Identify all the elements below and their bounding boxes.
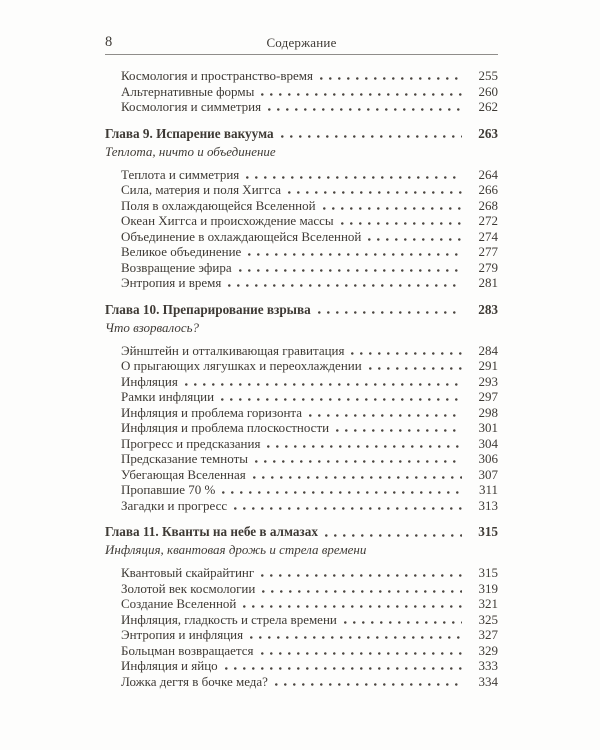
toc-chapter-entry: [105, 125, 498, 142]
toc-entry: [121, 436, 498, 452]
toc-entry: [121, 84, 498, 100]
entry-page-number: 327: [478, 627, 498, 642]
dot-leader: [246, 167, 462, 183]
dot-leader: [239, 260, 462, 276]
toc-entry: [121, 99, 498, 115]
toc-entry: [121, 229, 498, 245]
entry-page-number: 307: [478, 466, 498, 482]
entry-page-number: 291: [478, 358, 498, 373]
toc-continuation-block: [105, 68, 498, 115]
entry-title: Пропавшие 70 %: [121, 482, 216, 497]
table-of-contents: [105, 55, 498, 689]
dot-leader: [318, 301, 462, 318]
dot-leader: [336, 420, 462, 436]
chapter-subtitle: Инфляция, квантовая дрожь и стрела времени: [105, 542, 367, 557]
entry-page-number: 304: [478, 435, 498, 451]
entry-title: Больцман возвращается: [121, 642, 254, 658]
toc-entry: [121, 213, 498, 229]
toc-entry: [121, 275, 498, 291]
dot-leader: [261, 643, 462, 659]
dot-leader: [351, 343, 462, 359]
entry-title: Инфляция, гладкость и стрела времени: [121, 611, 337, 627]
dot-leader: [262, 581, 462, 597]
entry-page-number: 255: [478, 68, 498, 83]
dot-leader: [325, 523, 462, 540]
entry-page-number: 283: [478, 301, 498, 317]
entry-title: Инфляция: [121, 373, 178, 389]
entry-title: Поля в охлаждающейся Вселенной: [121, 197, 316, 213]
running-title: Содержание: [266, 35, 337, 50]
dot-leader: [225, 658, 462, 674]
toc-entry: [121, 389, 498, 405]
entry-page-number: 262: [478, 99, 498, 114]
toc-entry: [121, 498, 498, 514]
entry-page-number: 266: [478, 182, 498, 197]
toc-entry: [121, 358, 498, 374]
entry-title: Энтропия и инфляция: [121, 627, 244, 642]
toc-entry: [121, 244, 498, 260]
toc-entry: [121, 68, 498, 84]
entry-page-number: 301: [478, 420, 498, 435]
dot-leader: [248, 244, 462, 260]
running-header: [105, 34, 498, 55]
dot-leader: [281, 125, 462, 142]
toc-entry: [121, 627, 498, 643]
entry-title: Сила, материя и поля Хиггса: [121, 182, 282, 197]
entry-title: Теплота и симметрия: [121, 166, 240, 182]
entry-title: Океан Хиггса и происхождение массы: [121, 213, 334, 228]
entry-page-number: 298: [478, 404, 498, 420]
entry-title: Золотой век космологии: [121, 580, 256, 596]
entry-page-number: 306: [478, 451, 498, 466]
entry-page-number: 284: [478, 342, 498, 358]
toc-entry: [121, 420, 498, 436]
entry-page-number: 313: [478, 497, 498, 513]
toc-entry: [121, 643, 498, 659]
entry-title: Космология и пространство-время: [121, 68, 313, 83]
entry-title: Предсказание темноты: [121, 451, 248, 466]
dot-leader: [185, 374, 462, 390]
toc-entry: [121, 343, 498, 359]
chapter-subtitle: Теплота, ничто и объединение: [105, 143, 276, 159]
entry-title: Ложка дегтя в бочке меда?: [121, 673, 268, 689]
entry-title: О прыгающих лягушках и переохлаждении: [121, 358, 362, 373]
dot-leader: [243, 596, 462, 612]
entry-title: Рамки инфляции: [121, 389, 215, 404]
entry-page-number: 325: [478, 611, 498, 627]
page-content: [105, 34, 498, 689]
entry-page-number: 333: [478, 658, 498, 673]
entry-page-number: 321: [478, 596, 498, 611]
entry-page-number: 272: [478, 213, 498, 228]
dot-leader: [267, 436, 462, 452]
entry-title: Убегающая Вселенная: [121, 466, 246, 482]
section-entries: [121, 167, 498, 291]
entry-page-number: 293: [478, 373, 498, 389]
dot-leader: [268, 99, 462, 115]
toc-entry: [121, 182, 498, 198]
entry-page-number: 263: [478, 125, 498, 141]
entry-title: Загадки и прогресс: [121, 497, 228, 513]
entry-page-number: 319: [478, 580, 498, 596]
dot-leader: [221, 389, 462, 405]
entry-page-number: 264: [478, 166, 498, 182]
toc-chapter-entry: [105, 301, 498, 318]
toc-entry: [121, 467, 498, 483]
entry-title: Квантовый скайрайтинг: [121, 565, 255, 580]
dot-leader: [255, 451, 462, 467]
toc-entry: [121, 374, 498, 390]
chapter-block: [105, 125, 498, 291]
dot-leader: [261, 84, 462, 100]
dot-leader: [369, 358, 462, 374]
entry-title: Глава 10. Препарирование взрыва: [105, 301, 311, 317]
entry-page-number: 315: [478, 524, 498, 539]
entry-page-number: 260: [478, 83, 498, 99]
dot-leader: [288, 182, 462, 198]
toc-entry: [121, 596, 498, 612]
entry-title: Космология и симметрия: [121, 99, 262, 114]
dot-leader: [250, 627, 462, 643]
entry-title: Глава 9. Испарение вакуума: [105, 125, 274, 141]
entry-page-number: 297: [478, 389, 498, 404]
dot-leader: [344, 612, 462, 628]
entry-page-number: 281: [478, 275, 498, 290]
chapter-block: [105, 523, 498, 689]
dot-leader: [261, 565, 462, 581]
entry-title: Великое объединение: [121, 244, 242, 259]
toc-entry: [121, 482, 498, 498]
entry-title: Возвращение эфира: [121, 259, 232, 275]
dot-leader: [234, 498, 462, 514]
entry-title: Объединение в охлаждающейся Вселенной: [121, 228, 362, 244]
entry-title: Инфляция и проблема горизонта: [121, 404, 303, 420]
toc-entry: [121, 260, 498, 276]
entry-page-number: 315: [478, 565, 498, 580]
dot-leader: [341, 213, 462, 229]
entry-page-number: 277: [478, 244, 498, 259]
entry-page-number: 268: [478, 197, 498, 213]
dot-leader: [323, 198, 462, 214]
toc-entry: [121, 451, 498, 467]
toc-entry: [121, 198, 498, 214]
toc-entry: [121, 674, 498, 690]
section-entries: [121, 68, 498, 115]
dot-leader: [309, 405, 462, 421]
entry-title: Альтернативные формы: [121, 83, 255, 99]
entry-title: Энтропия и время: [121, 275, 222, 290]
entry-title: Создание Вселенной: [121, 596, 237, 611]
entry-page-number: 279: [478, 259, 498, 275]
chapter-subtitle: Что взорвалось?: [105, 319, 200, 335]
toc-entry: [121, 167, 498, 183]
page-number: 8: [105, 34, 113, 50]
toc-chapter-entry: [105, 523, 498, 540]
dot-leader: [320, 68, 462, 84]
chapter-block: [105, 301, 498, 514]
entry-page-number: 311: [478, 482, 498, 497]
dot-leader: [228, 275, 462, 291]
entry-page-number: 334: [478, 673, 498, 689]
dot-leader: [275, 674, 462, 690]
entry-title: Инфляция и яйцо: [121, 658, 218, 673]
entry-title: Эйнштейн и отталкивающая гравитация: [121, 342, 345, 358]
dot-leader: [222, 482, 462, 498]
dot-leader: [368, 229, 462, 245]
toc-entry: [121, 581, 498, 597]
toc-entry: [121, 612, 498, 628]
entry-title: Инфляция и проблема плоскостности: [121, 420, 330, 435]
section-entries: [121, 343, 498, 514]
dot-leader: [253, 467, 462, 483]
section-entries: [121, 565, 498, 689]
entry-title: Прогресс и предсказания: [121, 435, 261, 451]
entry-page-number: 329: [478, 642, 498, 658]
toc-entry: [121, 405, 498, 421]
entry-page-number: 274: [478, 228, 498, 244]
toc-entry: [121, 565, 498, 581]
toc-entry: [121, 658, 498, 674]
entry-title: Глава 11. Кванты на небе в алмазах: [105, 524, 318, 539]
